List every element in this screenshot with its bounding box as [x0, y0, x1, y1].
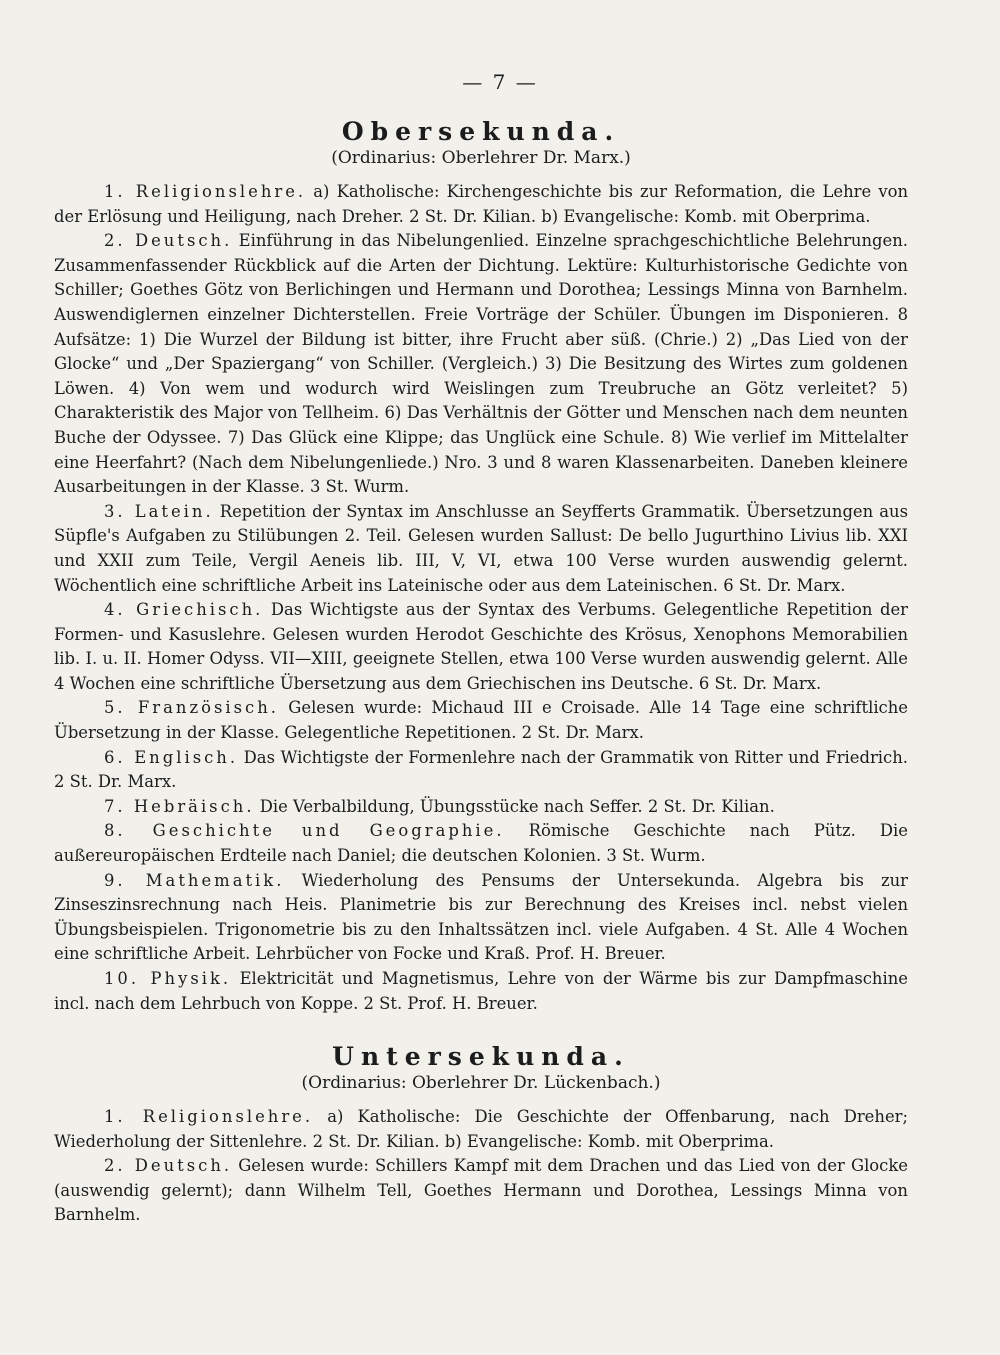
paragraph-mathematik: 9. Mathematik. Wiederholung des Pensums der Untersekunda. Algebra bis zur Zinseszinsrechnung nach Heis. Planimetrie bis zur Berechnung des Kreises incl. nebst vielen Übungsbeispielen. Trigonometrie bis zu den Inhaltssätzen incl. viele Aufgaben. 4 St. Alle 4 Wochen eine schriftliche Arbeit. Lehrbücher von Focke und Kraß. Prof. H. Breuer. — [54, 870, 909, 964]
paragraph-englisch: 6. Englisch. Das Wichtigste der Formenlehre nach der Grammatik von Ritter und Friedrich. 2 St. Dr. Marx. — [54, 747, 908, 792]
paragraph-franzoesisch: 5. Französisch. Gelesen wurde: Michaud III e Croisade. Alle 14 Tage eine schriftliche Übersetzung in der Klasse. Gelegentliche Repetitionen. 2 St. Dr. Marx. — [54, 698, 908, 743]
paragraph-geschichte: 8. Geschichte und Geographie. Römische Geschichte nach Pütz. Die außereuropäischen Erdteile nach Daniel; die deutschen Kolonien. 3 St. Wurm. — [54, 821, 909, 866]
section-heading: Untersekunda. — [332, 1042, 630, 1071]
page-number: — 7 — — [462, 70, 538, 94]
paragraph-hebraeisch: 7. Hebräisch. Die Verbalbildung, Übungsstücke nach Seffer. 2 St. Dr. Kilian. — [104, 796, 775, 816]
section-obersekunda — [54, 117, 908, 1016]
section-ordinarius: (Ordinarius: Oberlehrer Dr. Lückenbach.) — [301, 1073, 661, 1093]
section-untersekunda — [54, 1042, 908, 1228]
section-ordinarius: (Ordinarius: Oberlehrer Dr. Marx.) — [331, 148, 631, 168]
paragraph-griechisch: 4. Griechisch. Das Wichtigste aus der Syntax des Verbums. Gelegentliche Repetition der Formen- und Kasuslehre. Gelesen wurden Herodot Geschichte des Krösus, Xenophons Memorabilien lib. I. u. II. Homer Odyss. VII—XIII, geeignete Stellen, etwa 100 Verse wurden auswendig gelernt. Alle 4 Wochen eine schriftliche Übersetzung aus dem Griechischen ins Deutsche. 6 St. Dr. Marx. — [54, 600, 908, 693]
paragraph-physik: 10. Physik. Elektricität und Magnetismus, Lehre von der Wärme bis zur Dampfmaschine incl. nach dem Lehrbuch von Koppe. 2 St. Prof. H. Breuer. — [54, 969, 908, 1013]
paragraph-deutsch: 2. Deutsch. Gelesen wurde: Schillers Kampf mit dem Drachen und das Lied von der Glocke (auswendig gelernt); dann Wilhelm Tell, Goethes Hermann und Dorothea, Lessings Minna von Barnhelm. — [54, 1156, 908, 1225]
section-heading: Obersekunda. — [341, 117, 621, 146]
paragraph-deutsch: 2. Deutsch. Einführung in das Nibelungenlied. Einzelne sprachgeschichtliche Belehrungen. Zusammenfassender Rückblick auf die Arten der Dichtung. Lektüre: Kulturhistorische Gedichte von Schiller; Goethes Götz von Berlichingen und Hermann und Dorothea; Lessings Minna von Barnhelm. Auswendiglernen einzelner Dichterstellen. Freie Vorträge der Schüler. Übungen im Disponieren. 8 Aufsätze: 1) Die Wurzel der Bildung ist bitter, ihre Frucht aber süß. (Chrie.) 2) „Das Lied von der Glocke“ und „Der Spaziergang“ von Schiller. (Vergleich.) 3) Die Besitzung des Wirtes zum goldenen Löwen. 4) Von wem und wodurch wird Weislingen zum Treubruche an Götz verleitet? 5) Charakteristik des Major von Tellheim. 6) Das Verhältnis der Götter und Menschen nach dem neunten Buche der Odyssee. 7) Das Glück eine Klippe; das Unglück eine Schule. 8) Wie verlief im Mittelalter eine Heerfahrt? (Nach dem Nibelungenliede.) Nro. 3 und 8 waren Klassenarbeiten. Daneben kleinere Ausarbeitungen in der Klasse. 3 St. Wurm. — [54, 231, 908, 497]
paragraph-religion: 1. Religionslehre. a) Katholische: Die Geschichte der Offenbarung, nach Dreher; Wiederholung der Sittenlehre. 2 St. Dr. Kilian. b) Evangelische: Komb. mit Oberprima. — [54, 1107, 908, 1151]
paragraph-latein: 3. Latein. Repetition der Syntax im Anschlusse an Seyfferts Grammatik. Übersetzungen aus Süpfle's Aufgaben zu Stilübungen 2. Teil. Gelesen wurden Sallust: De bello Jugurthino Livius lib. XXI und XXII zum Teile, Vergil Aeneis lib. III, V, VI, etwa 100 Verse wurden auswendig gelernt. Wöchentlich eine schriftliche Arbeit ins Lateinische oder aus dem Lateinischen. 6 St. Dr. Marx. — [54, 501, 908, 595]
paragraph-religion: 1. Religionslehre. a) Katholische: Kirchengeschichte bis zur Reformation, die Lehre von der Erlösung und Heiligung, nach Dreher. 2 St. Dr. Kilian. b) Evangelische: Komb. mit Oberprima. — [54, 182, 909, 226]
